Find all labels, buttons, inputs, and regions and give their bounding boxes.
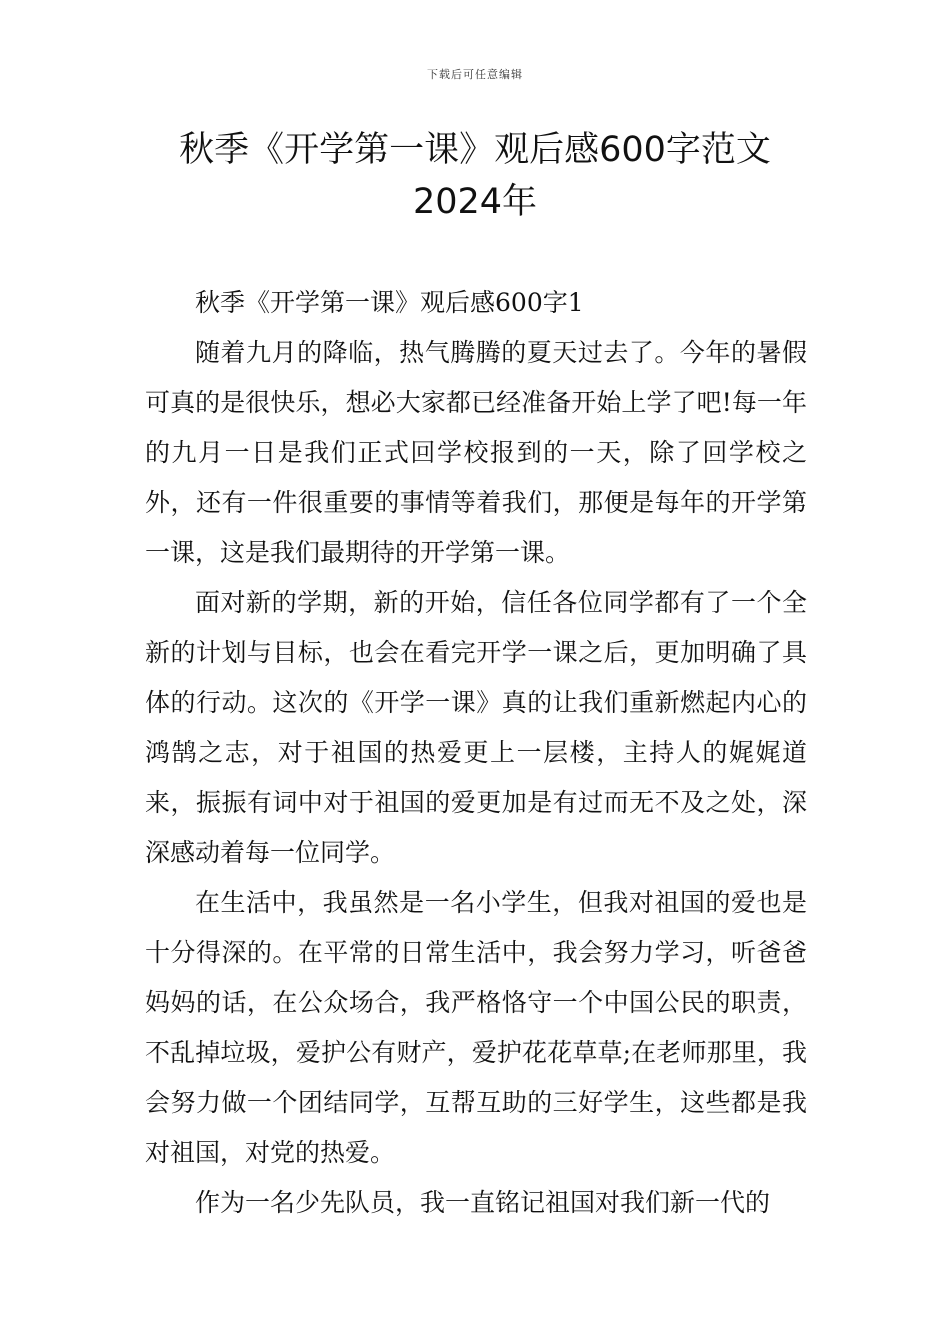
paragraph-3: 在生活中，我虽然是一名小学生，但我对祖国的爱也是十分得深的。在平常的日常生活中，我会努力学习，听爸爸妈妈的话，在公众场合，我严格恪守一个中国公民的职责，不乱掉垃圾，爱护公有财产，爱护花花草草;在老师那里，我会努力做一个团结同学，互帮互助的三好学生，这些都是我对祖国，对党的热爱。 <box>145 888 807 1167</box>
document-title <box>80 124 870 228</box>
section-heading: 秋季《开学第一课》观后感600字1 <box>195 288 584 317</box>
header-note: 下载后可任意编辑 <box>427 68 523 81</box>
document-body <box>145 278 807 1228</box>
paragraph-1: 随着九月的降临，热气腾腾的夏天过去了。今年的暑假可真的是很快乐，想必大家都已经准备开始上学了吧!每一年的九月一日是我们正式回学校报到的一天，除了回学校之外，还有一件很重要的事情等着我们，那便是每年的开学第一课，这是我们最期待的开学第一课。 <box>145 338 807 567</box>
title-line-2: 2024年 <box>412 182 538 222</box>
paragraph-4: 作为一名少先队员，我一直铭记祖国对我们新一代的 <box>195 1188 771 1217</box>
title-line-1: 秋季《开学第一课》观后感600字范文 <box>179 130 771 170</box>
paragraph-2: 面对新的学期，新的开始，信任各位同学都有了一个全新的计划与目标，也会在看完开学一课之后，更加明确了具体的行动。这次的《开学一课》真的让我们重新燃起内心的鸿鹄之志，对于祖国的热爱更上一层楼，主持人的娓娓道来，振振有词中对于祖国的爱更加是有过而无不及之处，深深感动着每一位同学。 <box>145 588 807 867</box>
